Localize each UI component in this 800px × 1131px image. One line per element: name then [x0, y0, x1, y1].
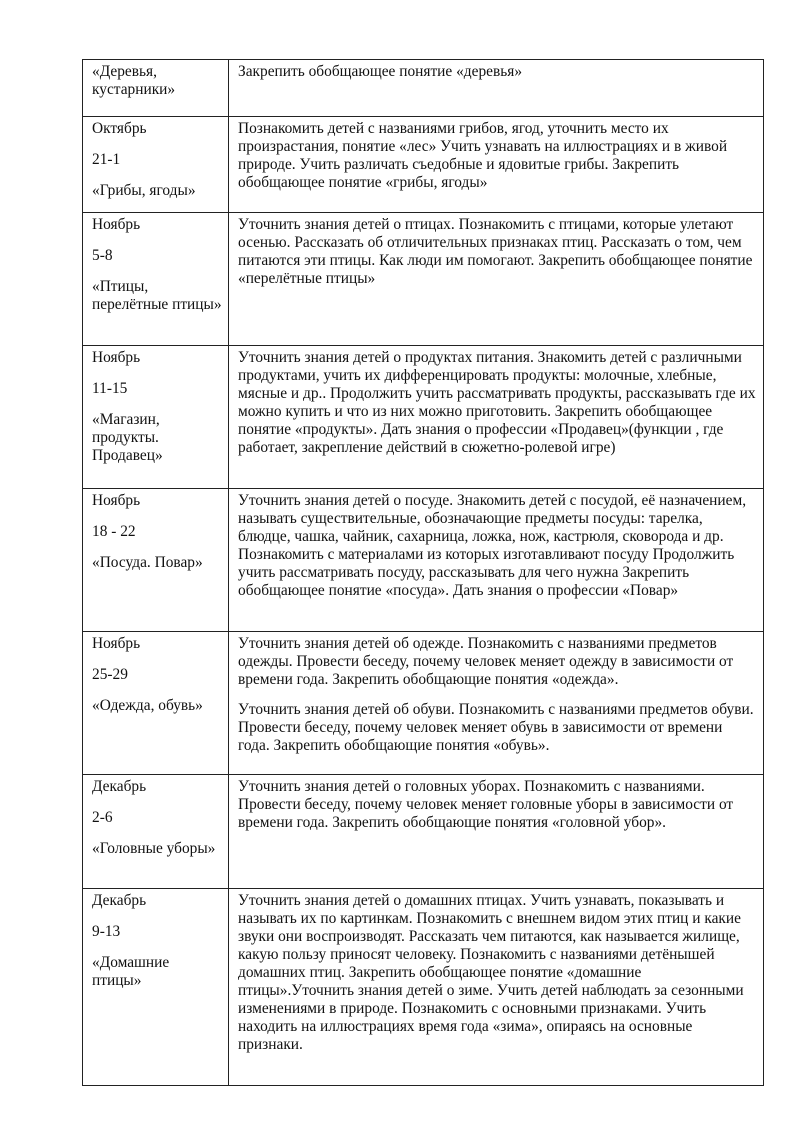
topic-cell [83, 213, 229, 346]
lesson-plan-table [82, 59, 764, 1086]
topic-title: «Грибы, ягоды» [92, 182, 196, 199]
topic-title: «Магазин, продукты. Продавец» [92, 411, 163, 464]
table-row [83, 889, 764, 1086]
topic-cell [83, 60, 229, 117]
description-cell [229, 60, 764, 117]
topic-dates: 18 - 22 [92, 523, 136, 540]
topic-cell [83, 117, 229, 213]
table-row [83, 632, 764, 775]
description-text: Уточнить знания детей о посуде. Знакомить детей с посудой, её назначением, называть существительные, обозначающие предметы посуды: тарелка, блюдце, чашка, чайник, сахарница, ложка, нож, кастрюля, сковорода и др. Познакомить с материалами из которых изготавливают посуду Продолжить учить рассматривать посуду, рассказывать для чего нужна Закрепить обобщающее понятие «посуда». Дать знания о профессии «Повар» [238, 492, 747, 599]
topic-month: Ноябрь [92, 216, 141, 233]
description-cell [229, 489, 764, 632]
topic-dates: 21-1 [92, 151, 121, 168]
description-clothing: Уточнить знания детей об одежде. Познакомить с названиями предметов одежды. Провести беседу, почему человек меняет одежду в зависимости от времени года. Закрепить обобщающие понятия «одежда». [238, 635, 734, 688]
topic-dates: 11-15 [92, 380, 128, 397]
topic-cell [83, 775, 229, 889]
table-row [83, 346, 764, 489]
topic-title: «Посуда. Повар» [92, 554, 203, 571]
table-row [83, 60, 764, 117]
topic-month: Октябрь [92, 120, 147, 137]
topic-dates: 5-8 [92, 247, 113, 264]
topic-title: «Домашние птицы» [92, 954, 170, 989]
topic-month: Ноябрь [92, 349, 141, 366]
topic-text: «Деревья, кустарники» [92, 63, 176, 98]
topic-month: Декабрь [92, 892, 147, 909]
table-row [83, 775, 764, 889]
topic-cell [83, 489, 229, 632]
description-text: Уточнить знания детей о птицах. Познакомить с птицами, которые улетают осенью. Рассказать об отличительных признаках птиц. Рассказать о том, чем питаются эти птицы. Как люди им помогают. Закрепить обобщающее понятие «перелётные птицы» [238, 216, 753, 287]
description-text: Закрепить обобщающее понятие «деревья» [238, 63, 523, 80]
description-text: Уточнить знания детей о домашних птицах. Учить узнавать, показывать и называть их по картинкам. Познакомить с внешнем видом этих птиц и какие звуки они воспроизводят. Рассказать чем питаются, как называется жилище, какую пользу приносят человеку. Познакомить с названиями детёнышей домашних птиц. Закрепить обобщающее понятие «домашние птицы».Уточнить знания детей о зиме. Учить детей наблюдать за сезонными изменениями в природе. Познакомить с основными признаками. Учить находить на иллюстрациях время года «зима», опираясь на основные признаки. [238, 892, 744, 1053]
description-cell [229, 213, 764, 346]
topic-dates: 25-29 [92, 666, 128, 683]
description-footwear: Уточнить знания детей об обуви. Познакомить с названиями предметов обуви. Провести беседу, почему человек меняет обувь в зависимости от времени года. Закрепить обобщающие понятия «обувь». [238, 701, 754, 754]
topic-month: Ноябрь [92, 492, 141, 509]
description-text: Уточнить знания детей о продуктах питания. Знакомить детей с различными продуктами, учить их дифференцировать продукты: молочные, хлебные, мясные и др.. Продолжить учить рассматривать продукты, рассказывать где их можно купить и что из них можно приготовить. Закрепить обобщающее понятие «продукты». Дать знания о профессии «Продавец»(функции , где работает, закрепление действий в сюжетно-ролевой игре) [238, 349, 756, 456]
topic-month: Декабрь [92, 778, 147, 795]
description-text: Познакомить детей с названиями грибов, ягод, уточнить место их произрастания, понятие «лес» Учить узнавать на иллюстрациях и в живой природе. Учить различать съедобные и ядовитые грибы. Закрепить обобщающее понятие «грибы, ягоды» [238, 120, 728, 191]
description-cell [229, 632, 764, 775]
topic-dates: 2-6 [92, 809, 113, 826]
description-cell [229, 889, 764, 1086]
topic-dates: 9-13 [92, 923, 121, 940]
topic-cell [83, 346, 229, 489]
table-row [83, 117, 764, 213]
description-cell [229, 775, 764, 889]
table-row [83, 489, 764, 632]
topic-month: Ноябрь [92, 635, 141, 652]
topic-cell [83, 889, 229, 1086]
description-cell [229, 346, 764, 489]
table-row [83, 213, 764, 346]
description-cell [229, 117, 764, 213]
topic-cell [83, 632, 229, 775]
topic-title: «Птицы, перелётные птицы» [92, 278, 222, 313]
topic-title: «Головные уборы» [92, 840, 216, 857]
topic-title: «Одежда, обувь» [92, 697, 203, 714]
description-text: Уточнить знания детей о головных уборах. Познакомить с названиями. Провести беседу, почему человек меняет головные уборы в зависимости от времени года. Закрепить обобщающие понятия «головной убор». [238, 778, 734, 831]
